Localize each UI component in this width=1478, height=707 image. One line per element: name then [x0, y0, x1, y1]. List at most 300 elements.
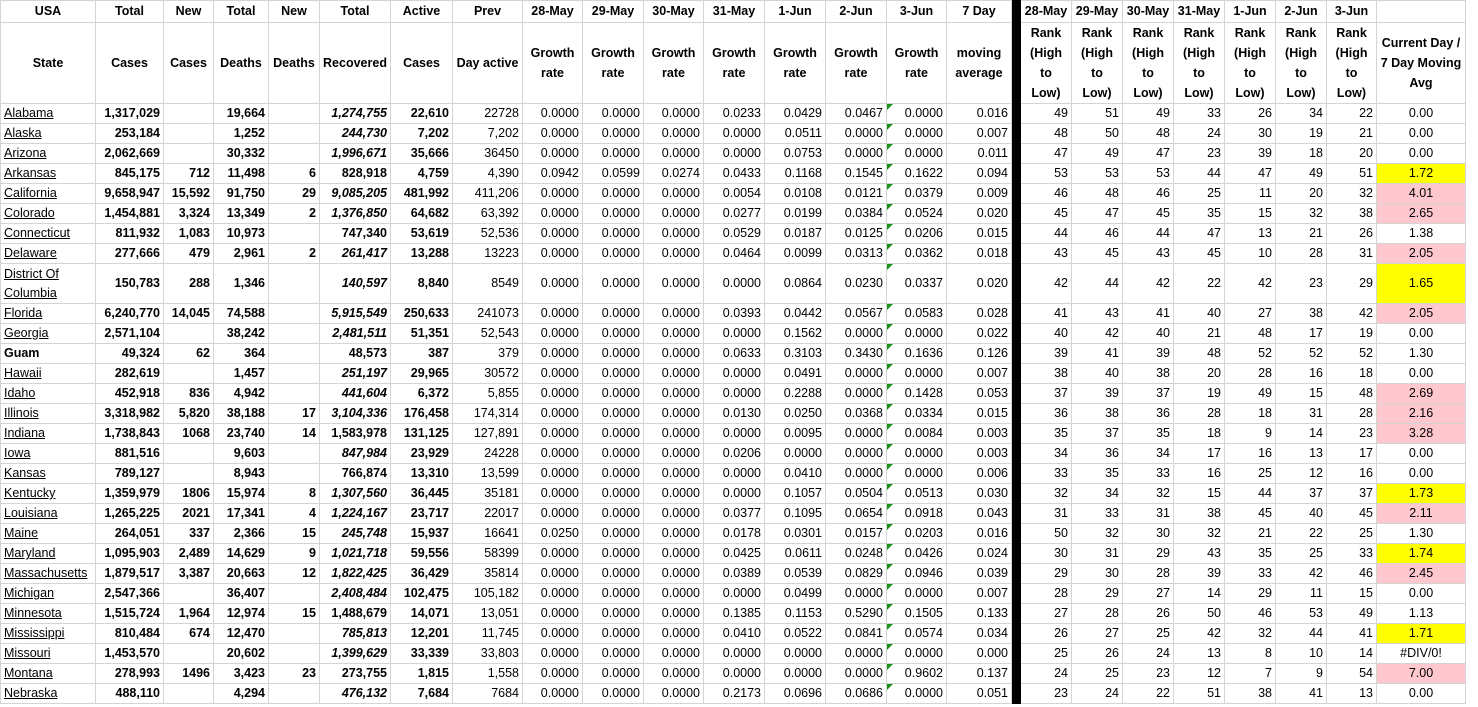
new-deaths-cell: 15 — [269, 524, 320, 544]
state-link[interactable]: Kansas — [1, 464, 96, 484]
rank-cell: 43 — [1174, 544, 1225, 564]
growth-rate-cell: 0.3103 — [765, 344, 826, 364]
state-link[interactable]: Delaware — [1, 244, 96, 264]
rank-cell: 38 — [1225, 684, 1276, 704]
prev-day-active-cell: 52,543 — [453, 324, 523, 344]
total-deaths-cell: 17,341 — [214, 504, 269, 524]
active-cases-cell: 131,125 — [391, 424, 453, 444]
rank-cell: 37 — [1327, 484, 1377, 504]
moving-average-cell: 0.020 — [947, 204, 1012, 224]
column-separator — [1012, 564, 1021, 584]
growth-rate-cell: 0.0000 — [704, 384, 765, 404]
prev-day-active-cell: 13223 — [453, 244, 523, 264]
total-deaths-cell: 8,943 — [214, 464, 269, 484]
total-deaths-cell: 2,366 — [214, 524, 269, 544]
new-deaths-cell — [269, 224, 320, 244]
moving-average-cell: 0.022 — [947, 324, 1012, 344]
rank-cell: 31 — [1123, 504, 1174, 524]
column-separator — [1012, 384, 1021, 404]
rank-cell: 38 — [1276, 304, 1327, 324]
rank-cell: 41 — [1327, 624, 1377, 644]
prev-day-active-cell: 22017 — [453, 504, 523, 524]
rank-cell: 47 — [1072, 204, 1123, 224]
total-deaths-cell: 9,603 — [214, 444, 269, 464]
growth-rate-cell: 0.0000 — [644, 564, 704, 584]
state-link[interactable]: Arizona — [1, 144, 96, 164]
growth-rate-cell: 0.0000 — [765, 664, 826, 684]
state-link[interactable]: Mississippi — [1, 624, 96, 644]
total-deaths-cell: 364 — [214, 344, 269, 364]
column-separator — [1012, 504, 1021, 524]
rank-cell: 53 — [1276, 604, 1327, 624]
rank-cell: 30 — [1225, 124, 1276, 144]
total-deaths-cell: 4,942 — [214, 384, 269, 404]
active-cases-cell: 29,965 — [391, 364, 453, 384]
new-deaths-cell: 23 — [269, 664, 320, 684]
state-link[interactable]: Kentucky — [1, 484, 96, 504]
growth-rate-cell: 0.0000 — [523, 484, 583, 504]
rank-cell: 10 — [1225, 244, 1276, 264]
growth-rate-cell: 0.0753 — [765, 144, 826, 164]
state-link[interactable]: Connecticut — [1, 224, 96, 244]
rank-cell: 45 — [1225, 504, 1276, 524]
recovered-cell: 245,748 — [320, 524, 391, 544]
state-link[interactable]: District Of Columbia — [1, 264, 96, 304]
new-deaths-cell — [269, 144, 320, 164]
rank-cell: 26 — [1225, 104, 1276, 124]
rank-cell: 37 — [1021, 384, 1072, 404]
prev-day-active-cell: 58399 — [453, 544, 523, 564]
moving-average-cell: 0.024 — [947, 544, 1012, 564]
rank-cell: 29 — [1225, 584, 1276, 604]
state-link[interactable]: Alaska — [1, 124, 96, 144]
table-row — [1, 304, 1466, 324]
total-cases-cell: 2,571,104 — [96, 324, 164, 344]
column-separator — [1012, 264, 1021, 304]
growth-rate-cell: 0.0000 — [644, 184, 704, 204]
rank-cell: 17 — [1276, 324, 1327, 344]
rank-cell: 48 — [1021, 124, 1072, 144]
new-cases-cell: 1,083 — [164, 224, 214, 244]
new-cases-cell: 1,964 — [164, 604, 214, 624]
rank-cell: 34 — [1123, 444, 1174, 464]
growth-rate-cell: 0.0379 — [887, 184, 947, 204]
moving-average-cell: 0.016 — [947, 524, 1012, 544]
column-header: Cases — [164, 23, 214, 104]
state-link[interactable]: Michigan — [1, 584, 96, 604]
recovered-cell: 476,132 — [320, 684, 391, 704]
growth-rate-cell: 0.0000 — [644, 444, 704, 464]
new-cases-cell — [164, 684, 214, 704]
prev-day-active-cell: 24228 — [453, 444, 523, 464]
rank-cell: 38 — [1021, 364, 1072, 384]
new-deaths-cell — [269, 124, 320, 144]
state-link[interactable]: Maine — [1, 524, 96, 544]
rank-cell: 42 — [1327, 304, 1377, 324]
state-link[interactable]: Montana — [1, 664, 96, 684]
growth-rate-cell: 0.0000 — [887, 644, 947, 664]
state-link[interactable]: Louisiana — [1, 504, 96, 524]
rank-cell: 26 — [1327, 224, 1377, 244]
growth-rate-cell: 0.0000 — [887, 364, 947, 384]
growth-rate-cell: 0.0000 — [887, 124, 947, 144]
new-deaths-cell: 12 — [269, 564, 320, 584]
total-cases-cell: 1,359,979 — [96, 484, 164, 504]
growth-rate-cell: 0.0000 — [523, 144, 583, 164]
total-cases-cell: 6,240,770 — [96, 304, 164, 324]
growth-rate-cell: 0.0686 — [826, 684, 887, 704]
total-cases-cell: 2,547,366 — [96, 584, 164, 604]
moving-average-cell: 0.003 — [947, 424, 1012, 444]
current-to-avg-cell: 0.00 — [1377, 684, 1466, 704]
total-cases-cell: 9,658,947 — [96, 184, 164, 204]
growth-rate-cell: 0.0000 — [583, 624, 644, 644]
rank-cell: 23 — [1276, 264, 1327, 304]
growth-rate-cell: 0.0277 — [704, 204, 765, 224]
rank-cell: 12 — [1174, 664, 1225, 684]
growth-rate-cell: 0.0368 — [826, 404, 887, 424]
prev-day-active-cell: 411,206 — [453, 184, 523, 204]
growth-rate-cell: 0.0000 — [523, 244, 583, 264]
growth-rate-cell: 0.0511 — [765, 124, 826, 144]
growth-rate-cell: 0.0467 — [826, 104, 887, 124]
current-to-avg-cell: 2.11 — [1377, 504, 1466, 524]
growth-rate-cell: 0.0000 — [887, 324, 947, 344]
growth-rate-cell: 0.9602 — [887, 664, 947, 684]
rank-cell: 39 — [1123, 344, 1174, 364]
state-link[interactable]: Indiana — [1, 424, 96, 444]
rank-cell: 29 — [1072, 584, 1123, 604]
state-link[interactable]: California — [1, 184, 96, 204]
prev-day-active-cell: 36450 — [453, 144, 523, 164]
rank-cell: 44 — [1174, 164, 1225, 184]
rank-cell: 19 — [1276, 124, 1327, 144]
growth-rate-cell: 0.0000 — [704, 144, 765, 164]
prev-day-active-cell: 1,558 — [453, 664, 523, 684]
growth-rate-cell: 0.0000 — [583, 144, 644, 164]
moving-average-cell: 0.051 — [947, 684, 1012, 704]
growth-rate-cell: 0.0000 — [704, 424, 765, 444]
new-cases-cell — [164, 324, 214, 344]
state-link[interactable]: Iowa — [1, 444, 96, 464]
current-to-avg-cell: 0.00 — [1377, 364, 1466, 384]
state-link[interactable]: Illinois — [1, 404, 96, 424]
growth-rate-cell: 0.0000 — [826, 364, 887, 384]
new-deaths-cell: 14 — [269, 424, 320, 444]
rank-cell: 45 — [1327, 504, 1377, 524]
rank-cell: 15 — [1276, 384, 1327, 404]
table-row — [1, 544, 1466, 564]
rank-cell: 32 — [1174, 524, 1225, 544]
new-cases-cell: 1068 — [164, 424, 214, 444]
total-deaths-cell: 14,629 — [214, 544, 269, 564]
table-row — [1, 444, 1466, 464]
growth-rate-cell: 0.0000 — [583, 324, 644, 344]
growth-rate-cell: 0.0000 — [523, 544, 583, 564]
new-cases-cell: 5,820 — [164, 404, 214, 424]
total-cases-cell: 810,484 — [96, 624, 164, 644]
column-header-date: New — [269, 1, 320, 23]
growth-rate-cell: 0.0942 — [523, 164, 583, 184]
growth-rate-cell: 0.0301 — [765, 524, 826, 544]
state-link[interactable]: Alabama — [1, 104, 96, 124]
growth-rate-cell: 0.0000 — [644, 144, 704, 164]
current-to-avg-cell: 2.65 — [1377, 204, 1466, 224]
state-link[interactable]: Nebraska — [1, 684, 96, 704]
column-separator — [1012, 1, 1021, 23]
new-deaths-cell — [269, 344, 320, 364]
growth-rate-cell: 0.0574 — [887, 624, 947, 644]
growth-rate-cell: 0.0334 — [887, 404, 947, 424]
rank-cell: 24 — [1072, 684, 1123, 704]
state-link[interactable]: Massachusetts — [1, 564, 96, 584]
rank-cell: 38 — [1123, 364, 1174, 384]
growth-rate-cell: 0.0130 — [704, 404, 765, 424]
rank-cell: 40 — [1174, 304, 1225, 324]
growth-rate-cell: 0.0000 — [644, 344, 704, 364]
growth-rate-cell: 0.0000 — [826, 644, 887, 664]
growth-rate-cell: 0.0000 — [704, 364, 765, 384]
new-deaths-cell — [269, 644, 320, 664]
rank-cell: 46 — [1021, 184, 1072, 204]
growth-rate-cell: 0.0362 — [887, 244, 947, 264]
rank-cell: 15 — [1327, 584, 1377, 604]
growth-rate-cell: 0.0000 — [644, 304, 704, 324]
active-cases-cell: 64,682 — [391, 204, 453, 224]
column-separator — [1012, 464, 1021, 484]
rank-cell: 25 — [1174, 184, 1225, 204]
new-cases-cell: 1806 — [164, 484, 214, 504]
prev-day-active-cell: 22728 — [453, 104, 523, 124]
new-deaths-cell: 29 — [269, 184, 320, 204]
rank-cell: 42 — [1225, 264, 1276, 304]
current-to-avg-cell: 0.00 — [1377, 444, 1466, 464]
state-link[interactable]: Idaho — [1, 384, 96, 404]
rank-cell: 43 — [1123, 244, 1174, 264]
growth-rate-cell: 0.0000 — [644, 104, 704, 124]
rank-cell: 50 — [1174, 604, 1225, 624]
recovered-cell: 251,197 — [320, 364, 391, 384]
state-link[interactable]: Arkansas — [1, 164, 96, 184]
growth-rate-cell: 0.0000 — [644, 324, 704, 344]
growth-rate-cell: 0.0000 — [523, 684, 583, 704]
growth-rate-cell: 0.0000 — [583, 664, 644, 684]
total-deaths-cell: 2,961 — [214, 244, 269, 264]
rank-cell: 23 — [1123, 664, 1174, 684]
rank-cell: 13 — [1327, 684, 1377, 704]
rank-cell: 20 — [1174, 364, 1225, 384]
prev-day-active-cell: 16641 — [453, 524, 523, 544]
column-header-date: Active — [391, 1, 453, 23]
rank-cell: 17 — [1174, 444, 1225, 464]
total-deaths-cell: 1,346 — [214, 264, 269, 304]
growth-rate-cell: 0.0000 — [644, 544, 704, 564]
rank-cell: 25 — [1276, 544, 1327, 564]
total-deaths-cell: 23,740 — [214, 424, 269, 444]
rank-cell: 38 — [1174, 504, 1225, 524]
new-deaths-cell: 8 — [269, 484, 320, 504]
moving-average-cell: 0.003 — [947, 444, 1012, 464]
new-deaths-cell: 15 — [269, 604, 320, 624]
rank-cell: 23 — [1174, 144, 1225, 164]
prev-day-active-cell: 127,891 — [453, 424, 523, 444]
column-separator — [1012, 604, 1021, 624]
moving-average-cell: 0.007 — [947, 364, 1012, 384]
rank-cell: 39 — [1225, 144, 1276, 164]
growth-rate-cell: 0.0000 — [826, 424, 887, 444]
growth-rate-cell: 0.0000 — [523, 304, 583, 324]
rank-cell: 13 — [1225, 224, 1276, 244]
new-deaths-cell — [269, 304, 320, 324]
rank-cell: 22 — [1123, 684, 1174, 704]
active-cases-cell: 33,339 — [391, 644, 453, 664]
table-row — [1, 144, 1466, 164]
rank-cell: 34 — [1072, 484, 1123, 504]
growth-rate-cell: 0.0389 — [704, 564, 765, 584]
rank-cell: 48 — [1327, 384, 1377, 404]
table-row — [1, 324, 1466, 344]
new-cases-cell — [164, 644, 214, 664]
growth-rate-cell: 0.0000 — [583, 424, 644, 444]
prev-day-active-cell: 30572 — [453, 364, 523, 384]
recovered-cell: 1,583,978 — [320, 424, 391, 444]
rank-cell: 44 — [1072, 264, 1123, 304]
active-cases-cell: 387 — [391, 344, 453, 364]
active-cases-cell: 7,202 — [391, 124, 453, 144]
rank-cell: 23 — [1327, 424, 1377, 444]
growth-rate-cell: 0.0157 — [826, 524, 887, 544]
prev-day-active-cell: 8549 — [453, 264, 523, 304]
rank-cell: 26 — [1123, 604, 1174, 624]
state-link[interactable]: Maryland — [1, 544, 96, 564]
rank-cell: 44 — [1021, 224, 1072, 244]
new-cases-cell: 288 — [164, 264, 214, 304]
column-separator — [1012, 324, 1021, 344]
rank-cell: 18 — [1174, 424, 1225, 444]
rank-cell: 36 — [1021, 404, 1072, 424]
growth-rate-cell: 0.2288 — [765, 384, 826, 404]
growth-rate-cell: 0.0000 — [644, 124, 704, 144]
total-deaths-cell: 11,498 — [214, 164, 269, 184]
rank-cell: 25 — [1072, 664, 1123, 684]
current-to-avg-cell: 0.00 — [1377, 124, 1466, 144]
current-to-avg-cell: 1.65 — [1377, 264, 1466, 304]
growth-rate-cell: 0.0841 — [826, 624, 887, 644]
growth-rate-cell: 0.0000 — [704, 124, 765, 144]
rank-cell: 28 — [1021, 584, 1072, 604]
moving-average-cell: 0.053 — [947, 384, 1012, 404]
growth-rate-cell: 0.0178 — [704, 524, 765, 544]
growth-rate-cell: 0.0000 — [583, 444, 644, 464]
rank-cell: 43 — [1072, 304, 1123, 324]
rank-cell: 35 — [1174, 204, 1225, 224]
rank-cell: 12 — [1276, 464, 1327, 484]
current-to-avg-cell: 1.72 — [1377, 164, 1466, 184]
state-link[interactable]: Hawaii — [1, 364, 96, 384]
growth-rate-cell: 0.0206 — [704, 444, 765, 464]
state-link: Guam — [1, 344, 96, 364]
rank-cell: 37 — [1072, 424, 1123, 444]
growth-rate-cell: 0.0000 — [644, 584, 704, 604]
rank-cell: 31 — [1276, 404, 1327, 424]
rank-cell: 9 — [1276, 664, 1327, 684]
column-separator — [1012, 424, 1021, 444]
growth-rate-cell: 0.0000 — [583, 604, 644, 624]
growth-rate-cell: 0.0250 — [523, 524, 583, 544]
prev-day-active-cell: 11,745 — [453, 624, 523, 644]
growth-rate-cell: 0.0000 — [644, 204, 704, 224]
growth-rate-cell: 0.0410 — [765, 464, 826, 484]
growth-rate-cell: 0.0000 — [523, 384, 583, 404]
table-row — [1, 344, 1466, 364]
growth-rate-cell: 0.0000 — [583, 524, 644, 544]
rank-cell: 31 — [1021, 504, 1072, 524]
moving-average-cell: 0.020 — [947, 264, 1012, 304]
growth-rate-cell: 0.0095 — [765, 424, 826, 444]
growth-rate-cell: 0.0000 — [583, 544, 644, 564]
rank-cell: 13 — [1276, 444, 1327, 464]
total-cases-cell: 1,095,903 — [96, 544, 164, 564]
rank-cell: 35 — [1021, 424, 1072, 444]
growth-rate-cell: 0.1057 — [765, 484, 826, 504]
column-header-date: 3-Jun — [1327, 1, 1377, 23]
growth-rate-cell: 0.0000 — [826, 464, 887, 484]
growth-rate-cell: 0.0206 — [887, 224, 947, 244]
rank-cell: 14 — [1327, 644, 1377, 664]
column-header: Growth rate — [644, 23, 704, 104]
growth-rate-cell: 0.0000 — [765, 444, 826, 464]
growth-rate-cell: 0.0000 — [523, 564, 583, 584]
column-header-date: 2-Jun — [826, 1, 887, 23]
growth-rate-cell: 0.1168 — [765, 164, 826, 184]
rank-cell: 14 — [1174, 584, 1225, 604]
growth-rate-cell: 0.0000 — [644, 644, 704, 664]
moving-average-cell: 0.126 — [947, 344, 1012, 364]
growth-rate-cell: 0.0000 — [583, 304, 644, 324]
state-link[interactable]: Florida — [1, 304, 96, 324]
total-cases-cell: 278,993 — [96, 664, 164, 684]
growth-rate-cell: 0.2173 — [704, 684, 765, 704]
column-header-date: 1-Jun — [765, 1, 826, 23]
state-link[interactable]: Missouri — [1, 644, 96, 664]
rank-cell: 52 — [1225, 344, 1276, 364]
current-to-avg-cell: 2.16 — [1377, 404, 1466, 424]
growth-rate-cell: 0.0000 — [826, 144, 887, 164]
growth-rate-cell: 0.1562 — [765, 324, 826, 344]
rank-cell: 31 — [1072, 544, 1123, 564]
rank-cell: 21 — [1225, 524, 1276, 544]
state-link[interactable]: Minnesota — [1, 604, 96, 624]
prev-day-active-cell: 52,536 — [453, 224, 523, 244]
column-header: Growth rate — [887, 23, 947, 104]
table-row — [1, 664, 1466, 684]
active-cases-cell: 51,351 — [391, 324, 453, 344]
new-deaths-cell — [269, 684, 320, 704]
total-deaths-cell: 15,974 — [214, 484, 269, 504]
state-link[interactable]: Georgia — [1, 324, 96, 344]
rank-cell: 39 — [1072, 384, 1123, 404]
rank-cell: 27 — [1021, 604, 1072, 624]
growth-rate-cell: 0.0000 — [644, 524, 704, 544]
growth-rate-cell: 0.0000 — [523, 584, 583, 604]
rank-cell: 53 — [1072, 164, 1123, 184]
column-header: Rank (High to Low) — [1276, 23, 1327, 104]
column-header-date: USA — [1, 1, 96, 23]
rank-cell: 40 — [1123, 324, 1174, 344]
growth-rate-cell: 0.0433 — [704, 164, 765, 184]
recovered-cell: 747,340 — [320, 224, 391, 244]
state-link[interactable]: Colorado — [1, 204, 96, 224]
